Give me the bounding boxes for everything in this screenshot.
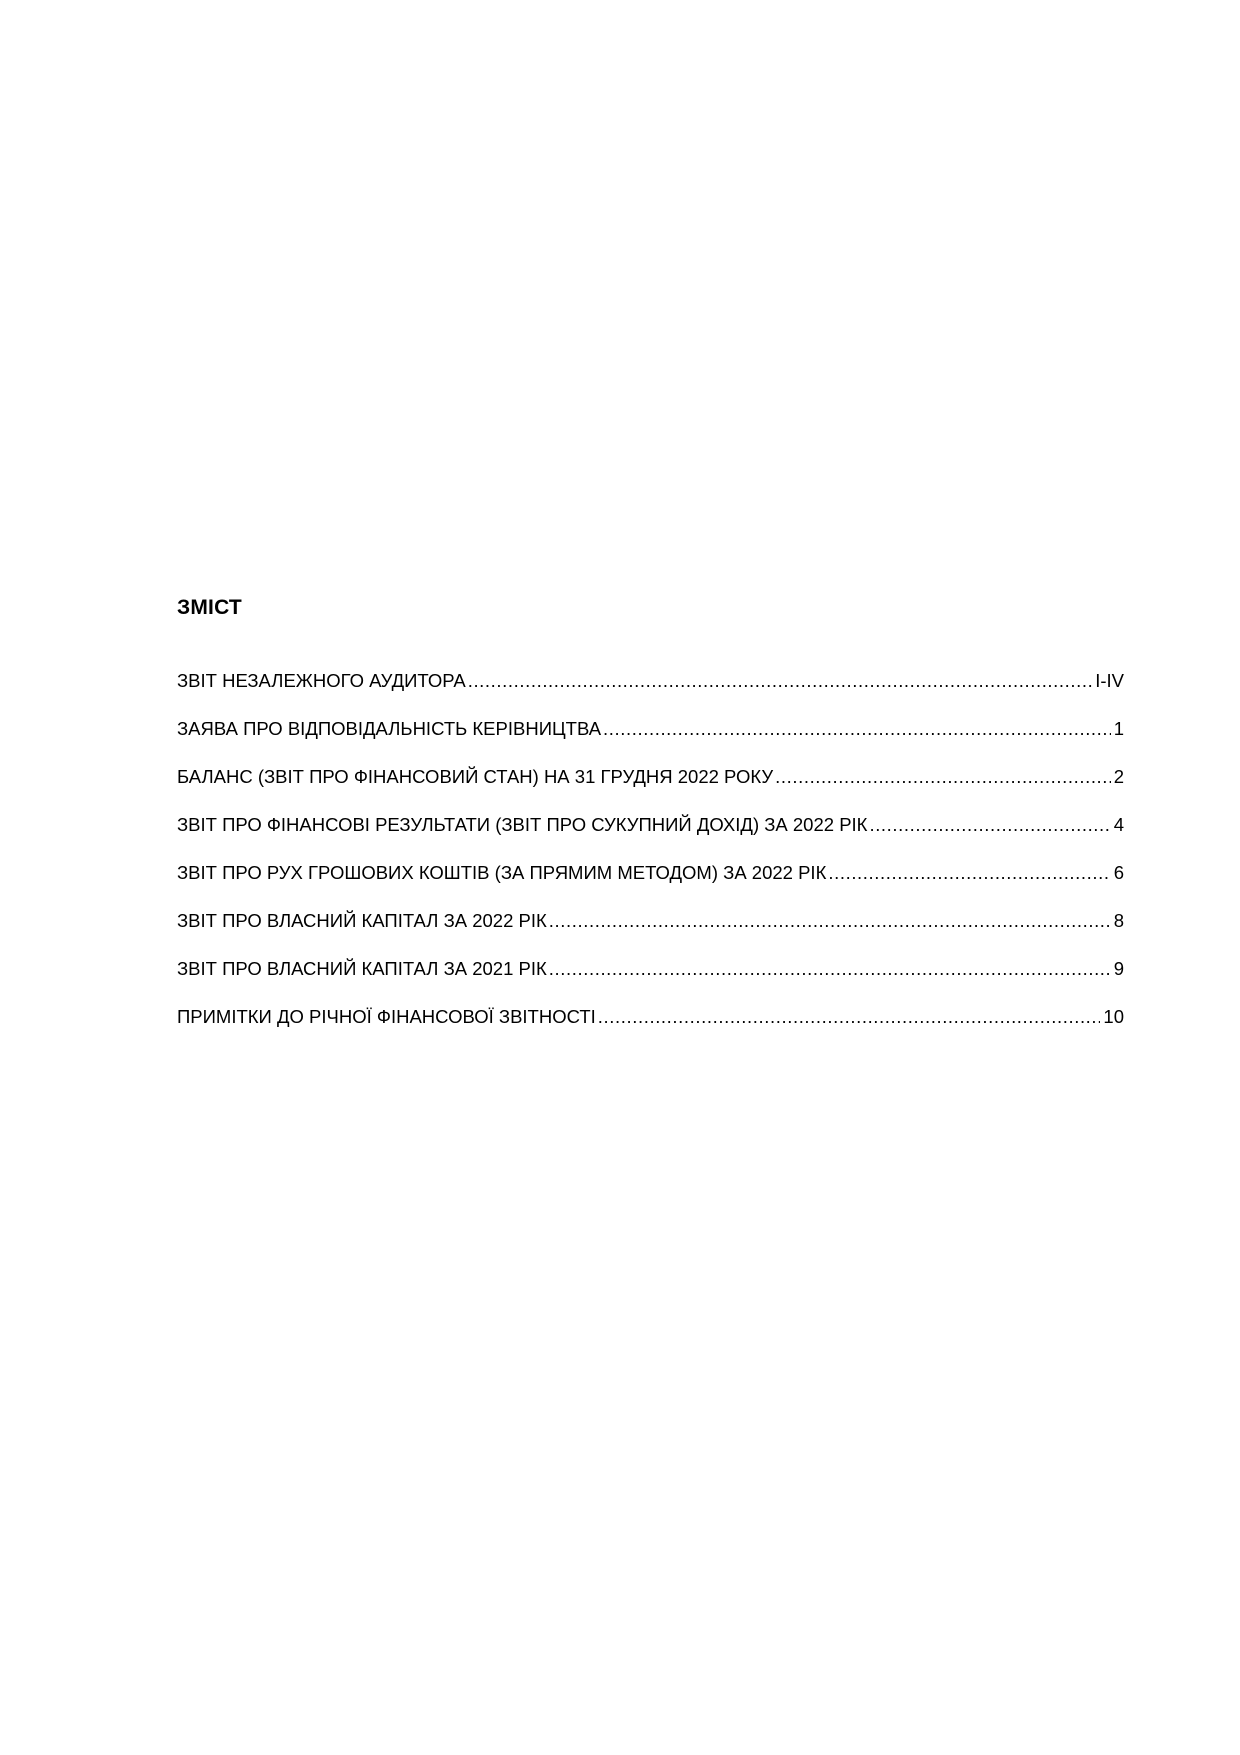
toc-entry-page: 8 <box>1113 910 1124 931</box>
toc-dot-leader <box>468 669 1093 693</box>
toc-dot-leader <box>598 1005 1101 1029</box>
toc-dot-leader <box>869 813 1110 837</box>
toc-dot-leader <box>549 909 1111 933</box>
toc-entry-title: ЗАЯВА ПРО ВІДПОВІДАЛЬНІСТЬ КЕРІВНИЦТВА <box>177 718 602 739</box>
toc-entry-title: ПРИМІТКИ ДО РІЧНОЇ ФІНАНСОВОЇ ЗВІТНОСТІ <box>177 1006 596 1027</box>
toc-entry-title: БАЛАНС (ЗВІТ ПРО ФІНАНСОВИЙ СТАН) НА 31 ГРУДНЯ 2022 РОКУ <box>177 766 774 787</box>
toc-entry-equity-statement-2022[interactable] <box>177 909 1124 957</box>
toc-entry-page: 1 <box>1113 718 1124 739</box>
toc-list <box>177 669 1124 1053</box>
toc-entry-page: 9 <box>1113 958 1124 979</box>
toc-entry-page: 10 <box>1103 1006 1124 1027</box>
toc-entry-title: ЗВІТ НЕЗАЛЕЖНОГО АУДИТОРА <box>177 670 466 691</box>
toc-entry-title: ЗВІТ ПРО ВЛАСНИЙ КАПІТАЛ ЗА 2022 РІК <box>177 910 547 931</box>
toc-entry-cash-flow-statement[interactable] <box>177 861 1124 909</box>
toc-entry-equity-statement-2021[interactable] <box>177 957 1124 1005</box>
toc-dot-leader <box>828 861 1110 885</box>
toc-entry-title: ЗВІТ ПРО РУХ ГРОШОВИХ КОШТІВ (ЗА ПРЯМИМ МЕТОДОМ) ЗА 2022 РІК <box>177 862 827 883</box>
toc-entry-notes[interactable] <box>177 1005 1124 1053</box>
toc-entry-management-statement[interactable] <box>177 717 1124 765</box>
toc-dot-leader <box>549 957 1111 981</box>
toc-entry-page: 6 <box>1113 862 1124 883</box>
toc-heading: ЗМІСТ <box>177 596 242 619</box>
toc-dot-leader <box>603 717 1111 741</box>
toc-entry-auditor-report[interactable] <box>177 669 1124 717</box>
toc-entry-title: ЗВІТ ПРО ФІНАНСОВІ РЕЗУЛЬТАТИ (ЗВІТ ПРО СУКУПНИЙ ДОХІД) ЗА 2022 РІК <box>177 814 868 835</box>
toc-entry-income-statement[interactable] <box>177 813 1124 861</box>
toc-entry-title: ЗВІТ ПРО ВЛАСНИЙ КАПІТАЛ ЗА 2021 РІК <box>177 958 547 979</box>
toc-dot-leader <box>775 765 1111 789</box>
toc-entry-page: I-IV <box>1095 670 1124 691</box>
toc-entry-page: 4 <box>1113 814 1124 835</box>
toc-entry-balance-sheet[interactable] <box>177 765 1124 813</box>
toc-entry-page: 2 <box>1113 766 1124 787</box>
